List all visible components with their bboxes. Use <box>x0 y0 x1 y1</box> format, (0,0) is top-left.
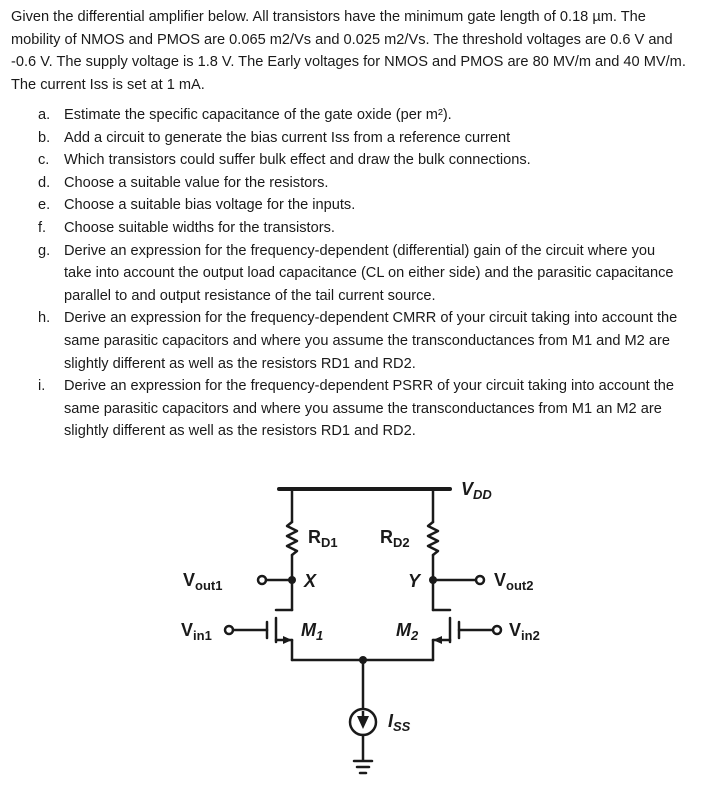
tail-node-dot <box>359 656 367 664</box>
rd1-resistor <box>287 522 297 555</box>
m1-source-arrow <box>283 636 292 644</box>
question-item <box>11 217 683 240</box>
question-label: b. <box>38 129 51 146</box>
question-item <box>11 240 683 308</box>
question-label: i. <box>38 378 46 395</box>
m2-label: $M_2$ <box>396 620 419 643</box>
question-label: d. <box>38 174 51 191</box>
question-item <box>11 194 683 217</box>
question-text: Derive an expression for the frequency-dependent PSRR of your circuit taking into account the same parasitic capacitors and where you assume the transconductances from M1 an M2 are slightly different as well as the resistors RD1 and RD2. <box>64 378 675 440</box>
question-text: Which transistors could suffer bulk effect and draw the bulk connections. <box>64 152 531 169</box>
node-y-dot <box>429 576 437 584</box>
vin2-terminal <box>493 626 501 634</box>
question-text: Choose a suitable bias voltage for the inputs. <box>64 197 356 214</box>
rd1-label: $R_{D1}$ <box>308 527 338 550</box>
question-text: Derive an expression for the frequency-dependent (differential) gain of the circuit where you take into account the output load capacitance (CL on either side) and the parasitic capacitance parallel to and output resistance of the tail current source. <box>64 242 674 304</box>
question-label: f. <box>38 219 47 236</box>
question-text: Derive an expression for the frequency-dependent CMRR of your circuit taking into account the same parasitic capacitors and where you assume the transconductances from M1 and M2 are slightly different as well as the resistors RD1 and RD2. <box>64 310 678 372</box>
vout2-terminal <box>476 576 484 584</box>
question-item <box>11 149 683 172</box>
rd2-label: $R_{D2}$ <box>380 527 410 550</box>
vout2-label: $V_{out2}$ <box>494 570 534 593</box>
question-label: g. <box>38 242 51 259</box>
question-item <box>11 104 683 127</box>
rd2-resistor <box>428 522 438 555</box>
m2-transistor <box>433 610 459 660</box>
question-text: Choose a suitable value for the resistors. <box>64 174 329 191</box>
vdd-label: $V_{DD}$ <box>461 479 492 502</box>
m2-source-arrow <box>433 636 442 644</box>
question-text: Choose suitable widths for the transistors. <box>64 219 335 236</box>
question-label: a. <box>38 107 51 123</box>
question-label: e. <box>38 197 51 214</box>
question-item <box>11 375 683 443</box>
m1-label: $M_1$ <box>301 620 324 643</box>
vin2-label: $V_{in2}$ <box>509 620 540 643</box>
iss-label: $I_{SS}$ <box>388 711 411 734</box>
m1-transistor <box>267 610 292 660</box>
question-item <box>11 172 683 195</box>
question-list <box>11 104 683 443</box>
vout1-label: $V_{out1}$ <box>183 570 223 593</box>
question-label: c. <box>38 152 50 169</box>
node-x-dot <box>288 576 296 584</box>
vin1-label: $V_{in1}$ <box>181 620 212 643</box>
node-y-label: Y <box>408 571 421 591</box>
question-text: Estimate the specific capacitance of the gate oxide (per m²). <box>64 107 452 123</box>
question-label: h. <box>38 310 51 327</box>
node-x-label: X <box>304 571 317 591</box>
problem-intro: Given the differential amplifier below. All transistors have the minimum gate length of 0.18 µm. The mobility of NMOS and PMOS are 0.065 m2/Vs and 0.025 m2/Vs. The threshold voltages are 0.6 V and -0.6 V. The supply voltage is 1.8 V. The Early voltages for NMOS and PMOS are 80 MV/m and 40 MV/m. The current Iss is set at 1 mA. <box>11 9 686 93</box>
question-item <box>11 307 683 375</box>
differential-amplifier-schematic <box>170 470 570 790</box>
question-text: Add a circuit to generate the bias current Iss from a reference current <box>64 129 511 146</box>
question-item <box>11 127 683 150</box>
